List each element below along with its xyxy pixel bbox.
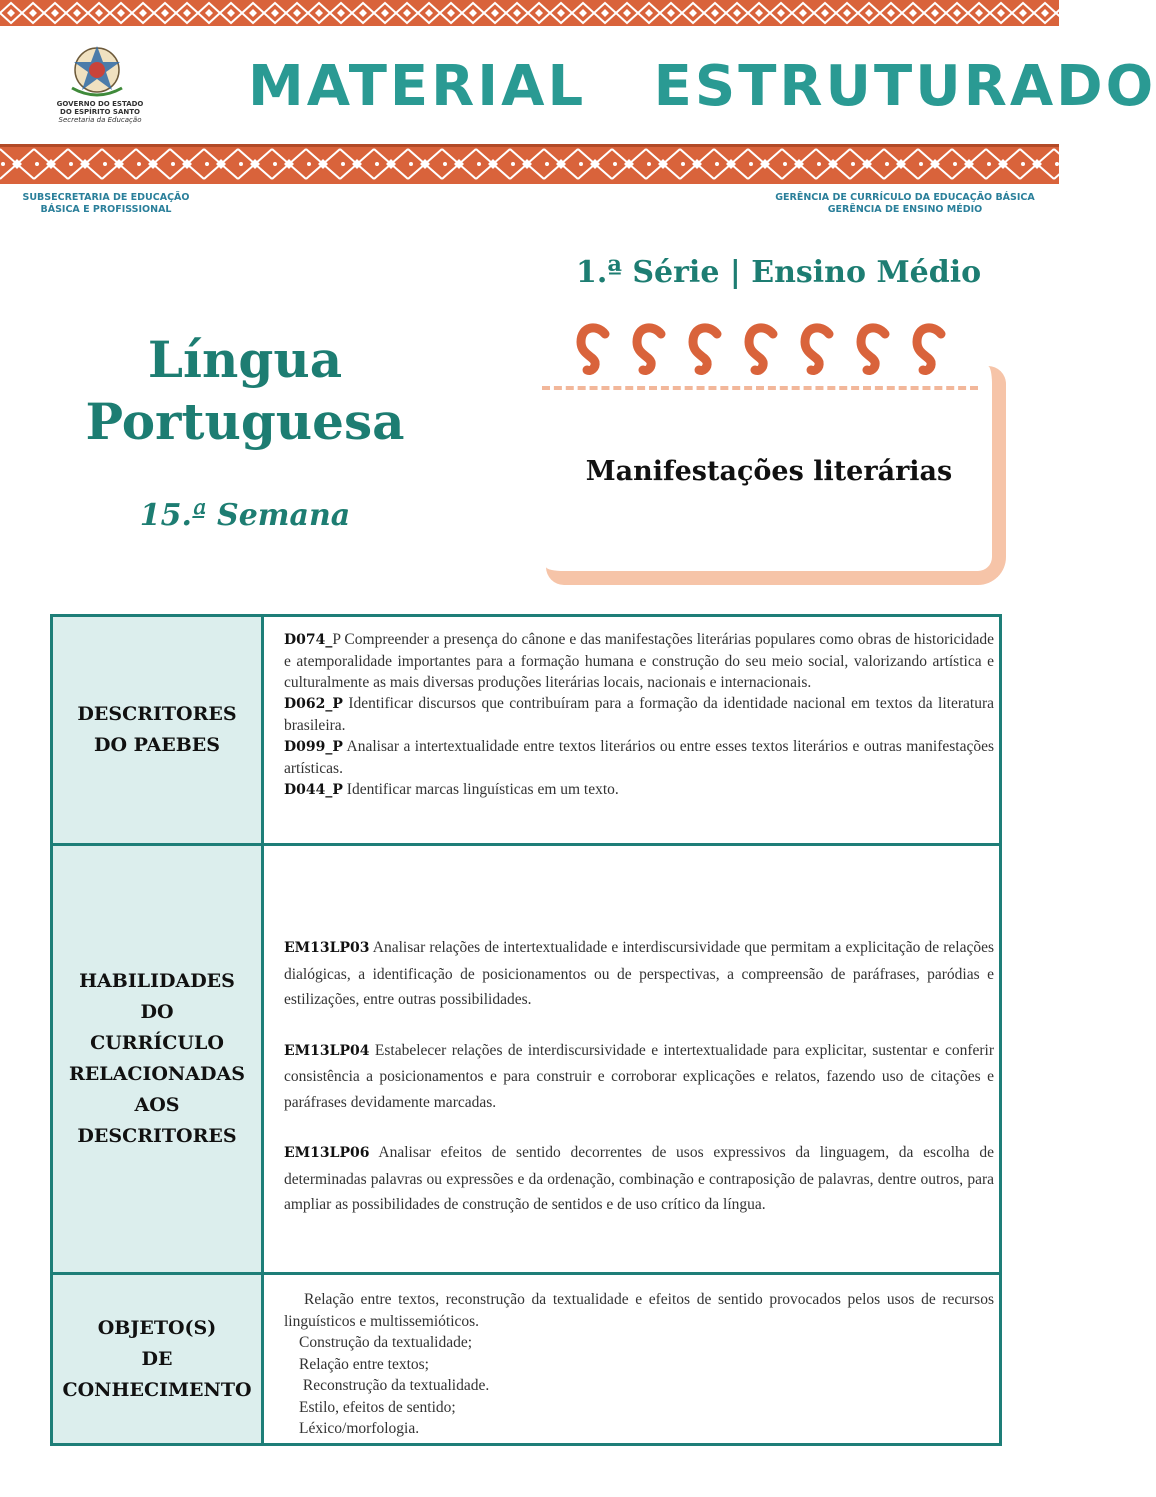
- object-item: Léxico/morfologia.: [299, 1420, 420, 1437]
- objetos-label-line: CONHECIMENTO: [62, 1378, 252, 1401]
- habilidades-label-line: RELACIONADAS: [69, 1063, 245, 1085]
- descritores-label-line-1: DESCRITORES: [77, 703, 237, 725]
- top-ornament-band: [0, 0, 1059, 26]
- object-item: Estilo, efeitos de sentido;: [299, 1398, 456, 1416]
- sub-right-line-2: GERÊNCIA DE ENSINO MÉDIO: [827, 204, 983, 215]
- descriptor-table: [50, 614, 1002, 1446]
- week-label: 15.ª Semana: [139, 498, 351, 533]
- spiral-ring: [687, 322, 725, 382]
- bottom-ornament-band: [0, 144, 1059, 184]
- gerencia-label: [765, 192, 1045, 216]
- gov-line-3: Secretaria da Educação: [58, 116, 142, 124]
- topic-title: Manifestações literárias: [585, 456, 953, 487]
- skills-content: [284, 935, 994, 1218]
- subject-line-1: Língua: [147, 330, 343, 389]
- habilidades-label-line: AOS: [134, 1094, 180, 1116]
- descriptor-item: D074_P Compreender a presença do cânone e das manifestações literárias populares como obras de historicidade e atemporalidade importantes para a formação humana e construção do seu meio social, valorizando artística e culturalmente as mais diversas produções literárias locais, nacionais e internacionais.: [284, 631, 994, 691]
- skill-item: EM13LP04 Estabelecer relações de interdiscursividade e intertextualidade para explicitar, sustentar e conferir consistência a posicionamentos e para construir e corroborar explicações e relatos, fazendo uso de citações e paráfrases devidamente marcadas.: [284, 1041, 994, 1111]
- habilidades-label-line: CURRÍCULO: [90, 1032, 224, 1054]
- habilidades-label-cell: [53, 846, 264, 1272]
- objects-content: [284, 1289, 994, 1440]
- object-item: Construção da textualidade;: [299, 1334, 473, 1351]
- object-item: Relação entre textos;: [299, 1355, 429, 1373]
- spiral-ring: [575, 322, 613, 382]
- spiral-ring: [855, 322, 893, 382]
- sub-right-line-1: GERÊNCIA DE CURRÍCULO DA EDUCAÇÃO BÁSICA: [775, 192, 1035, 203]
- habilidades-label-line: HABILIDADES: [79, 970, 235, 992]
- subject-line-2: Portuguesa: [85, 392, 405, 451]
- objetos-label-cell: [53, 1275, 264, 1443]
- sub-left-line-1: SUBSECRETARIA DE EDUCAÇÃO: [22, 192, 190, 203]
- habilidades-label-line: DESCRITORES: [77, 1125, 237, 1147]
- objetos-label-line: OBJETO(S): [97, 1316, 217, 1339]
- objetos-label-line: DE: [141, 1347, 173, 1370]
- sub-left-line-2: BÁSICA E PROFISSIONAL: [40, 204, 172, 215]
- spiral-ring: [631, 322, 669, 382]
- subsecretaria-label: [16, 192, 196, 216]
- descritores-label-line-2: DO PAEBES: [93, 734, 221, 756]
- gov-line-2: DO ESPÍRITO SANTO: [60, 108, 140, 116]
- top-ornament-pattern: [0, 0, 1059, 26]
- descriptor-item: D099_P Analisar a intertextualidade entre textos literários ou entre esses textos literários e outras manifestações artísticas.: [284, 738, 994, 777]
- spiral-ring: [799, 322, 837, 382]
- descriptor-item: D062_P Identificar discursos que contribuíram para a formação da identidade nacional em textos da literatura brasileira.: [284, 695, 994, 734]
- skill-item: EM13LP06 Analisar efeitos de sentido decorrentes de usos expressivos da linguagem, da escolha de determinadas palavras ou expressões e da ordenação, combinação e contraposição de palavras, dentre outros, para ampliar as possibilidades de construção de sentidos e de uso crítico da língua.: [284, 1144, 994, 1213]
- descriptor-item: D044_P Identificar marcas linguísticas em um texto.: [284, 781, 619, 798]
- notebook-dashed-line: [542, 386, 978, 390]
- descritores-label-cell: [53, 617, 264, 843]
- gov-line-1: GOVERNO DO ESTADO: [56, 100, 144, 108]
- state-coat-of-arms-logo: [62, 40, 132, 100]
- spiral-ring: [743, 322, 781, 382]
- object-item: Reconstrução da textualidade.: [299, 1377, 490, 1394]
- objects-intro: Relação entre textos, reconstrução da textualidade e efeitos de sentido provocados pelos usos de recursos linguísticos e multissemióticos.: [284, 1291, 994, 1330]
- bottom-ornament-pattern: [0, 144, 1059, 184]
- main-title: MATERIAL ESTRUTURADO: [248, 54, 1156, 119]
- government-text: [40, 100, 160, 124]
- grade-level: 1.ª Série | Ensino Médio: [576, 255, 982, 290]
- skill-item: EM13LP03 Analisar relações de intertextualidade e interdiscursividade que permitam a explicitação de relações dialógicas, a identificação de posicionamentos ou de perspectivas, a compreensão de paráfrases, paródias e estilizações, entre outras possibilidades.: [284, 939, 994, 1008]
- habilidades-label-line: DO: [140, 1001, 174, 1023]
- spiral-ring: [911, 322, 949, 382]
- descriptors-content: [284, 629, 994, 801]
